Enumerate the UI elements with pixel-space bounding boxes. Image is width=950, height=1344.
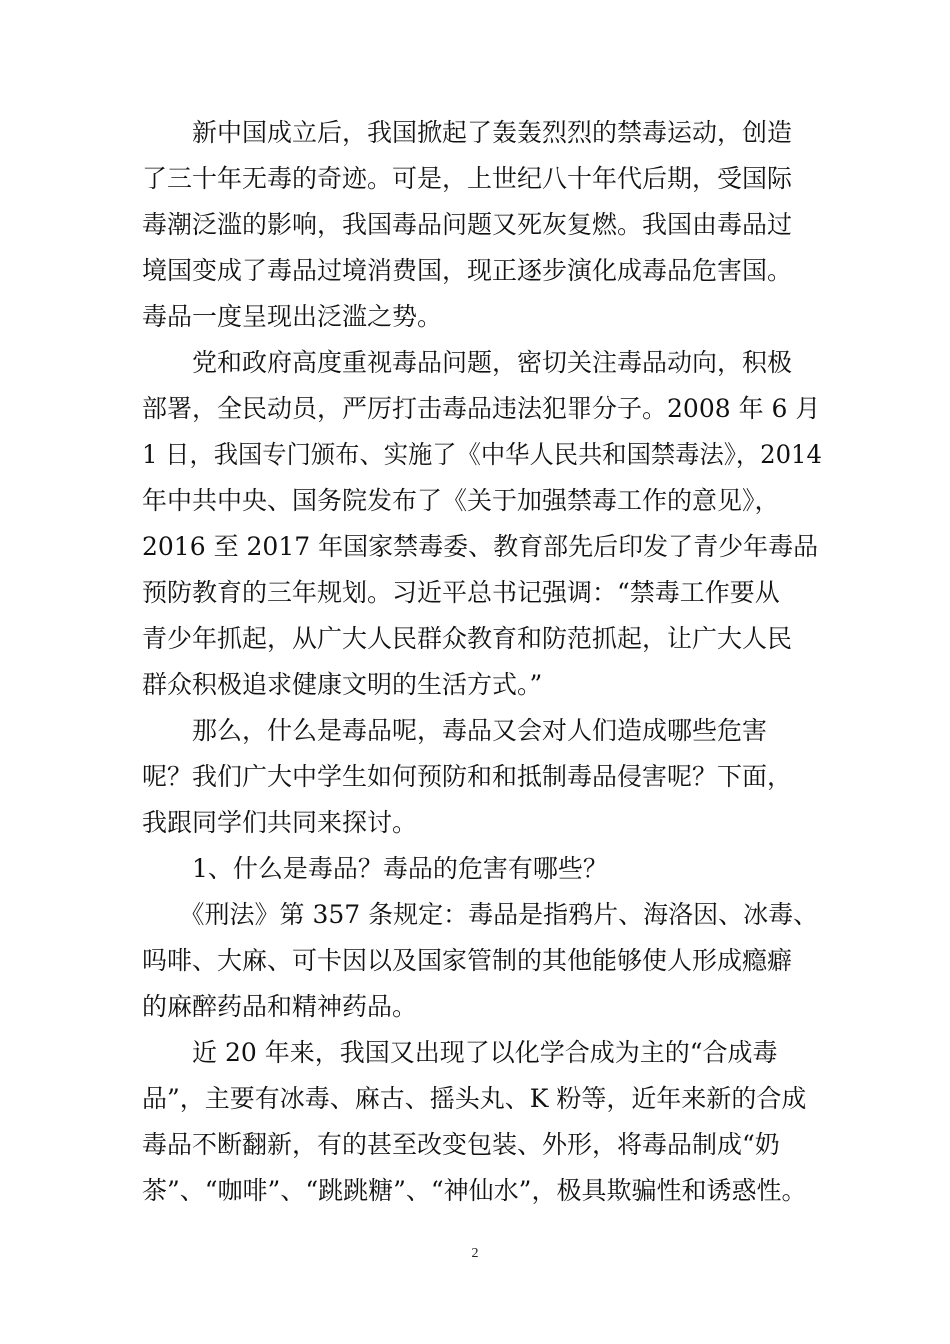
text-line: 党和政府高度重视毒品问题，密切关注毒品动向，积极 <box>142 348 793 377</box>
page-number: 2 <box>471 1246 479 1261</box>
text-line: 吗啡、大麻、可卡因以及国家管制的其他能够使人形成瘾癖 <box>142 946 793 975</box>
text-line: 毒品不断翻新，有的甚至改变包装、外形，将毒品制成“奶 <box>142 1130 780 1159</box>
text-line: 境国变成了毒品过境消费国，现正逐步演化成毒品危害国。 <box>142 256 793 285</box>
text-line: 2016 至 2017 年国家禁毒委、教育部先后印发了青少年毒品 <box>142 532 819 561</box>
text-line: 毒潮泛滥的影响，我国毒品问题又死灰复燃。我国由毒品过 <box>142 210 793 239</box>
text-line: 品”，主要有冰毒、麻古、摇头丸、K 粉等，近年来新的合成 <box>142 1084 807 1113</box>
text-line: 毒品一度呈现出泛滥之势。 <box>142 302 443 331</box>
text-line: 新中国成立后，我国掀起了轰轰烈烈的禁毒运动，创造 <box>142 118 793 147</box>
text-line: 《刑法》第 357 条规定：毒品是指鸦片、海洛因、冰毒、 <box>142 900 819 929</box>
heading-line: 1、什么是毒品？毒品的危害有哪些？ <box>142 854 608 883</box>
text-line: 近 20 年来，我国又出现了以化学合成为主的“合成毒 <box>142 1038 778 1067</box>
body-text <box>142 110 822 1214</box>
paragraph-1 <box>142 110 822 340</box>
text-line: 呢？我们广大中学生如何预防和和抵制毒品侵害呢？下面， <box>142 762 793 791</box>
section-heading <box>142 846 822 892</box>
paragraph-5 <box>142 1030 822 1214</box>
paragraph-4 <box>142 892 822 1030</box>
text-line: 青少年抓起，从广大人民群众教育和防范抓起，让广大人民 <box>142 624 793 653</box>
text-line: 预防教育的三年规划。习近平总书记强调：“禁毒工作要从 <box>142 578 780 607</box>
text-line: 1 日，我国专门颁布、实施了《中华人民共和国禁毒法》，2014 <box>142 440 822 469</box>
text-line: 了三十年无毒的奇迹。可是，上世纪八十年代后期，受国际 <box>142 164 793 193</box>
text-line: 那么，什么是毒品呢，毒品又会对人们造成哪些危害 <box>142 716 768 745</box>
text-line: 的麻醉药品和精神药品。 <box>142 992 418 1021</box>
text-line: 我跟同学们共同来探讨。 <box>142 808 418 837</box>
text-line: 群众积极追求健康文明的生活方式。” <box>142 670 543 699</box>
paragraph-2 <box>142 340 822 708</box>
text-line: 部署，全民动员，严厉打击毒品违法犯罪分子。2008 年 6 月 <box>142 394 821 423</box>
text-line: 年中共中央、国务院发布了《关于加强禁毒工作的意见》， <box>142 486 780 515</box>
paragraph-3 <box>142 708 822 846</box>
text-line: 茶”、“咖啡”、“跳跳糖”、“神仙水”，极具欺骗性和诱惑性。 <box>142 1176 807 1205</box>
